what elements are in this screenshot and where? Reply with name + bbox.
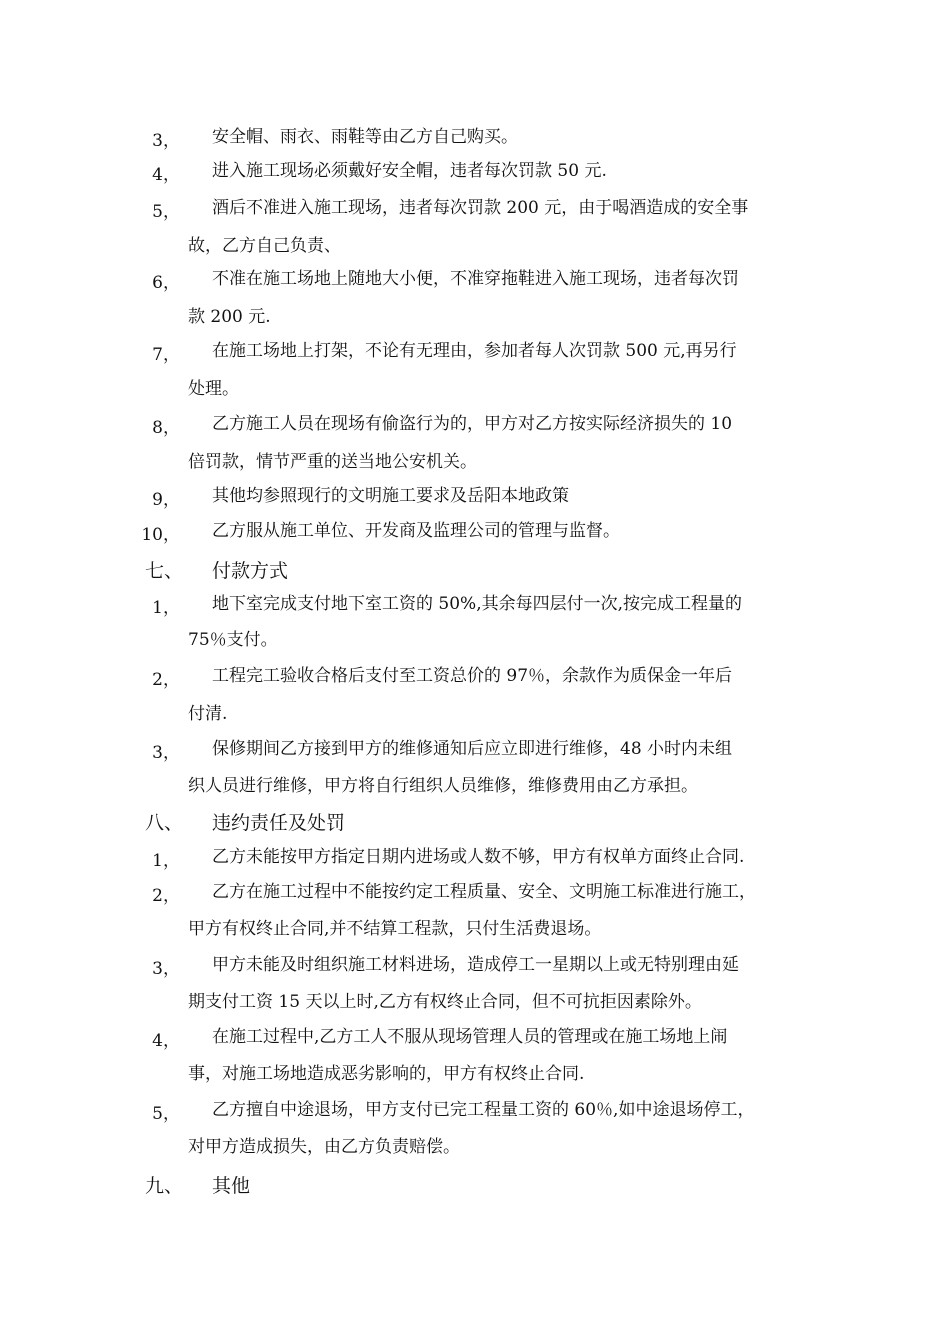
item-number: 3， (152, 743, 180, 763)
item-text-continued: 对甲方造成损失，由乙方负责赔偿。 (188, 1137, 460, 1157)
item-text-continued: 事，对施工场地造成恶劣影响的，甲方有权终止合同. (188, 1064, 585, 1084)
item-text: 乙方施工人员在现场有偷盗行为的，甲方对乙方按实际经济损失的 10 (212, 414, 733, 434)
item-text-continued: 处理。 (188, 379, 239, 399)
item-text: 不准在施工场地上随地大小便，不准穿拖鞋进入施工现场，违者每次罚 (212, 269, 739, 289)
item-text: 乙方服从施工单位、开发商及监理公司的管理与监督。 (212, 521, 620, 541)
item-text: 酒后不准进入施工现场，违者每次罚款 200 元，由于喝酒造成的安全事 (212, 198, 749, 218)
item-text-continued: 倍罚款，情节严重的送当地公安机关。 (188, 452, 477, 472)
item-text-continued: 织人员进行维修，甲方将自行组织人员维修，维修费用由乙方承担。 (188, 776, 698, 796)
item-text: 进入施工现场必须戴好安全帽，违者每次罚款 50 元. (212, 161, 607, 181)
item-number: 5， (152, 202, 180, 222)
section-title: 违约责任及处罚 (212, 812, 346, 834)
item-number: 9， (152, 490, 180, 510)
item-text-continued: 付清. (188, 704, 228, 724)
item-text: 在施工过程中,乙方工人不服从现场管理人员的管理或在施工场地上闹 (212, 1027, 728, 1047)
item-number: 8， (152, 418, 180, 438)
item-text: 地下室完成支付地下室工资的 50%,其余每四层付一次,按完成工程量的 (212, 594, 742, 614)
item-text-continued: 款 200 元. (188, 307, 271, 327)
item-text: 安全帽、雨衣、雨鞋等由乙方自己购买。 (212, 127, 518, 147)
item-number: 4， (152, 1031, 180, 1051)
item-text: 其他均参照现行的文明施工要求及岳阳本地政策 (212, 486, 569, 506)
item-text: 工程完工验收合格后支付至工资总价的 97％，余款作为质保金一年后 (212, 666, 733, 686)
item-number: 2， (152, 670, 180, 690)
item-text-continued: 故，乙方自己负责、 (188, 236, 341, 256)
item-text-continued: 75％支付。 (188, 630, 278, 650)
item-text-continued: 甲方有权终止合同,并不结算工程款，只付生活费退场。 (188, 919, 602, 939)
item-number: 6， (152, 273, 180, 293)
item-number: 7， (152, 345, 180, 365)
section-title: 其他 (212, 1175, 251, 1197)
section-number: 七、 (145, 560, 184, 582)
item-text: 在施工场地上打架，不论有无理由，参加者每人次罚款 500 元,再另行 (212, 341, 737, 361)
item-text: 乙方在施工过程中不能按约定工程质量、安全、文明施工标准进行施工， (212, 882, 756, 902)
section-number: 九、 (145, 1175, 184, 1197)
section-title: 付款方式 (212, 560, 289, 582)
item-text: 乙方擅自中途退场，甲方支付已完工程量工资的 60％,如中途退场停工， (212, 1100, 755, 1120)
item-number: 3， (152, 131, 180, 151)
item-text: 乙方未能按甲方指定日期内进场或人数不够，甲方有权单方面终止合同. (212, 847, 745, 867)
item-number: 5， (152, 1104, 180, 1124)
item-number: 3， (152, 959, 180, 979)
item-text-continued: 期支付工资 15 天以上时,乙方有权终止合同，但不可抗拒因素除外。 (188, 992, 702, 1012)
item-number: 1， (152, 598, 180, 618)
item-text: 保修期间乙方接到甲方的维修通知后应立即进行维修，48 小时内未组 (212, 739, 733, 759)
section-number: 八、 (145, 812, 184, 834)
item-number: 1， (152, 851, 180, 871)
item-number: 4， (152, 165, 180, 185)
item-number: 2， (152, 886, 180, 906)
item-number: 10， (141, 525, 180, 545)
item-text: 甲方未能及时组织施工材料进场，造成停工一星期以上或无特别理由延 (212, 955, 739, 975)
